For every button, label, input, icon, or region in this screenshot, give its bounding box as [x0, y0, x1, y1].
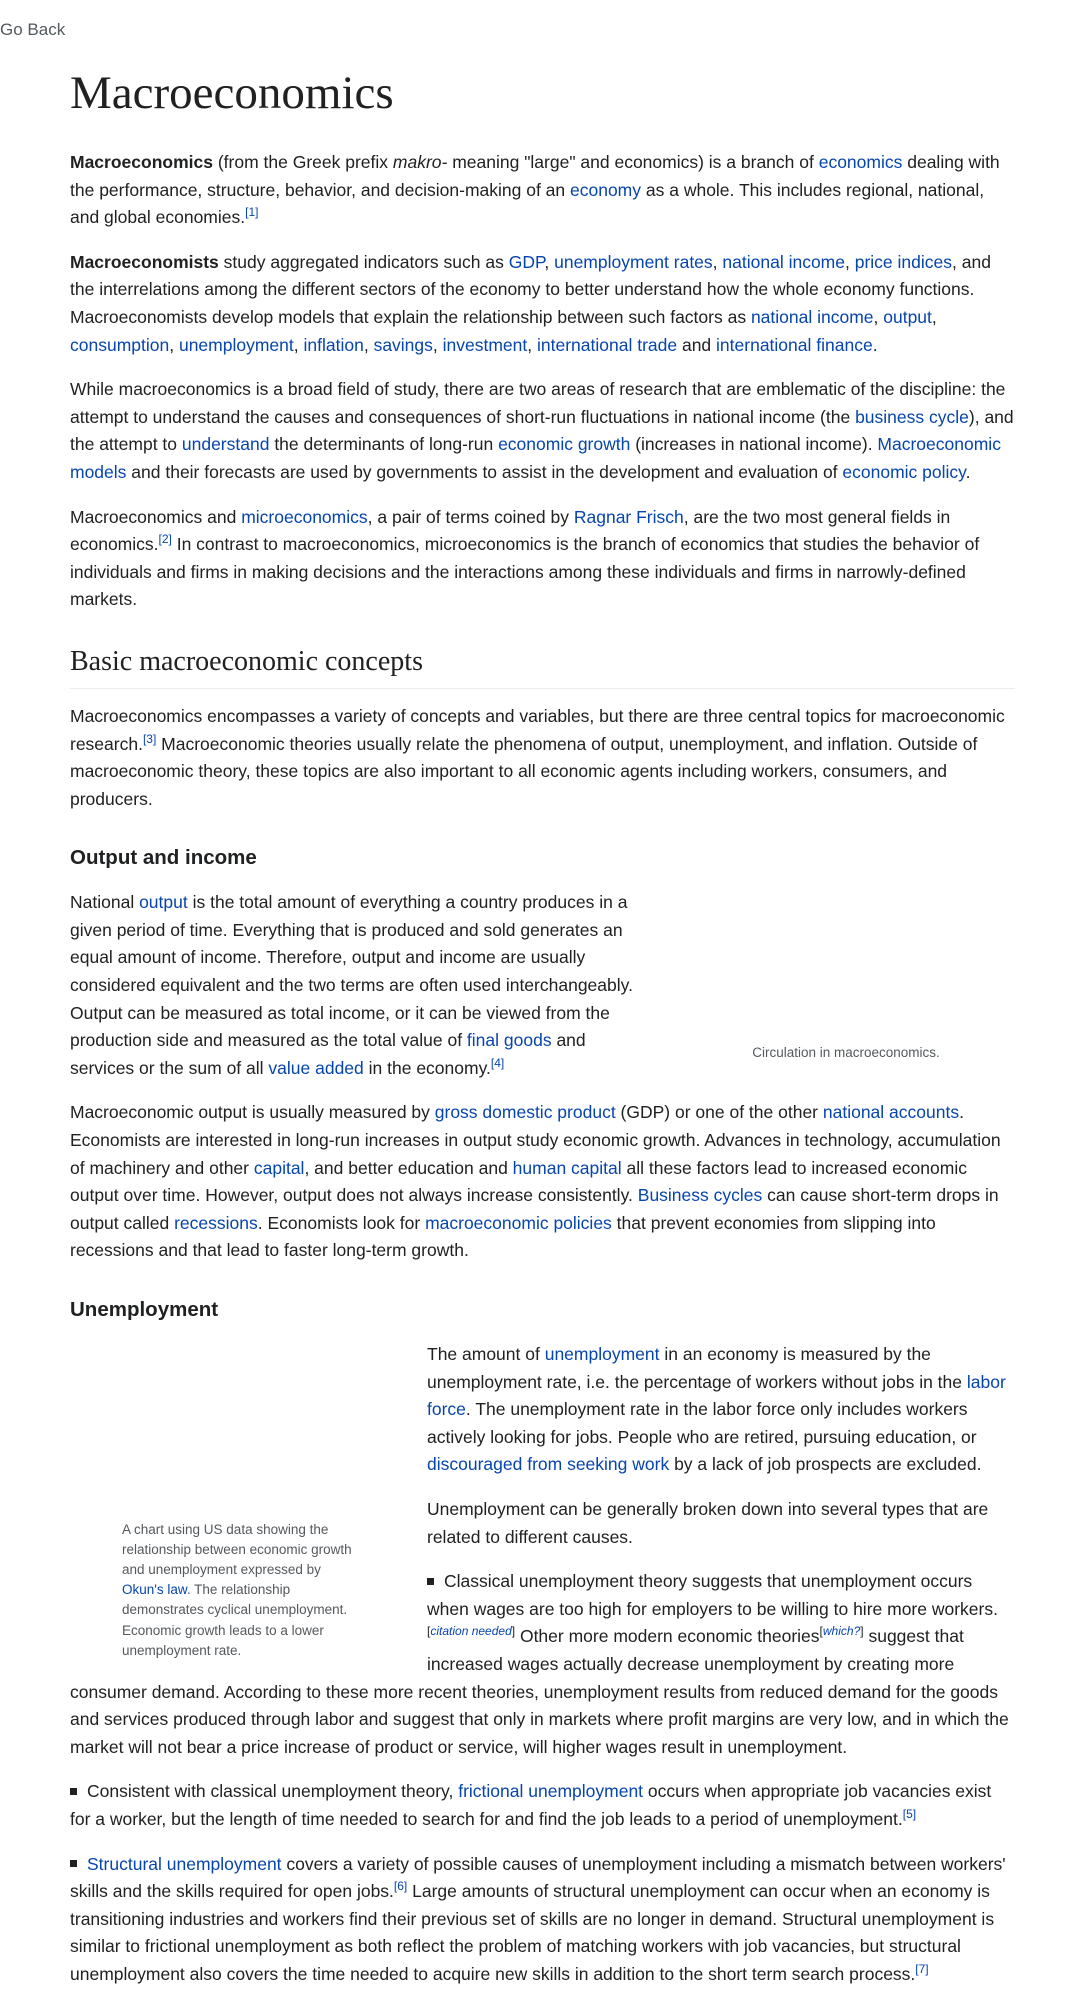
text: can cause short-term drops in output called	[70, 1185, 999, 1233]
link-microeconomics[interactable]: microeconomics	[241, 506, 368, 527]
output-paragraph-2	[70, 1099, 1015, 1265]
link-national-income[interactable]: national income	[750, 306, 874, 327]
text: , a pair of terms coined by	[367, 506, 574, 527]
list-item-frictional	[70, 1778, 1015, 1833]
text: . The relationship demonstrates cyclical unemployment. Economic growth leads to a lower unemployment rate.	[122, 1582, 348, 1658]
text: Macroeconomic output is usually measured by	[70, 1102, 435, 1123]
link-understand[interactable]: understand	[181, 434, 270, 455]
link-international-finance[interactable]: international finance	[716, 334, 873, 355]
link-business-cycles[interactable]: Business cycles	[637, 1185, 763, 1206]
link-output[interactable]: output	[883, 306, 932, 327]
link-economic-policy[interactable]: economic policy	[842, 461, 966, 482]
text: Other more modern economic theories	[515, 1626, 820, 1647]
reference-link[interactable]: [4]	[490, 1056, 505, 1071]
which-link[interactable]: which?	[822, 1624, 861, 1639]
text: .	[965, 461, 971, 482]
link-national-accounts[interactable]: national accounts	[822, 1102, 960, 1123]
text: , and the interrelations among the different sectors of the economy to better understand how the whole economy functions. Macroeconomists develop models that explain the relationship between such factors as	[70, 251, 991, 327]
text: dealing with the performance, structure, behavior, and decision-making of an	[70, 152, 1000, 200]
reference-link[interactable]: [5]	[902, 1807, 917, 1822]
text: meaning "large" and economics) is a branch of	[447, 152, 819, 172]
bold-term: Macroeconomics	[70, 152, 213, 172]
intro-paragraph-3	[70, 376, 1015, 486]
text: (from the Greek prefix	[212, 152, 393, 172]
link-structural-unemployment[interactable]: Structural unemployment	[87, 1853, 282, 1874]
circulation-figure	[677, 889, 1015, 1063]
text: ,	[844, 251, 855, 272]
list-item-classical: Classical unemployment theory suggests that unemployment occurs when wages are too high for employers to be willing to hire more workers.[citation needed] Other more modern economic theories[which?] suggest that increased wages actually decrease unemployment by creating more consumer demand. According to these more recent theories, unemployment results from reduced demand for the goods and services produced through labor and suggest that only in markets where profit margins are very low, and in which the market will not bear a price increase of product or service, will higher wages result in unemployment.	[70, 1571, 1009, 1757]
link-final-goods[interactable]: final goods	[466, 1030, 552, 1051]
text: Large amounts of structural unemployment can occur when an economy is transitioning industries and workers find their previous set of skills are no longer in demand. Structural unemployment is similar to frictional unemployment as both reflect the problem of matching workers with job vacancies, but structural unemployment also covers the time needed to acquire new skills in addition to the short term search process.	[70, 1881, 995, 1984]
link-national-income[interactable]: national income	[722, 251, 845, 272]
link-gdp[interactable]: gross domestic product	[434, 1102, 616, 1123]
link-economics[interactable]: economics	[818, 152, 903, 172]
go-back-link[interactable]: Go Back	[0, 20, 66, 39]
intro-paragraph-1	[70, 149, 1015, 232]
text: Classical unemployment theory suggests that unemployment occurs when wages are too high for employers to be willing to hire more workers.	[427, 1571, 998, 1619]
text: . Economists look for	[257, 1212, 426, 1233]
text: . Economists are interested in long-run increases in output study economic growth. Advances in technology, accumulation of machinery and other	[70, 1102, 1001, 1178]
text: occurs when appropriate job vacancies exist for a worker, but the length of time needed to search for and find the job leads to a period of unemployment.	[70, 1781, 992, 1829]
bullet-icon	[70, 1860, 77, 1867]
text: ,	[712, 251, 723, 272]
text: (GDP) or one of the other	[615, 1102, 823, 1123]
link-business-cycle[interactable]: business cycle	[855, 406, 969, 427]
text: and	[677, 334, 717, 355]
subsection-heading-unemployment: Unemployment	[70, 1298, 219, 1321]
text: Macroeconomics and	[70, 506, 242, 527]
link-ragnar-frisch[interactable]: Ragnar Frisch	[573, 506, 684, 527]
link-macroeconomic-policies[interactable]: macroeconomic policies	[425, 1212, 612, 1233]
reference-link[interactable]: [1]	[245, 205, 259, 220]
text: .	[872, 334, 878, 355]
text: and services or the sum of all	[70, 1030, 586, 1078]
text: Macroeconomics encompasses a variety of concepts and variables, but there are three central topics for macroeconomic research.	[70, 705, 1005, 754]
list-item-structural	[70, 1851, 1015, 1989]
link-macroeconomic-models[interactable]: Macroeconomic models	[70, 434, 1001, 482]
link-output[interactable]: output	[139, 892, 188, 913]
link-okuns-law[interactable]: Okun's law	[122, 1582, 187, 1598]
link-consumption[interactable]: consumption	[70, 334, 170, 355]
text: ,	[363, 334, 374, 355]
link-economy[interactable]: economy	[570, 179, 642, 200]
page-title: Macroeconomics	[70, 67, 394, 119]
figure-caption: Circulation in macroeconomics.	[752, 1045, 940, 1061]
reference-link[interactable]: [7]	[915, 1962, 929, 1977]
text: in an economy is measured by the unemployment rate, i.e. the percentage of workers without jobs in the	[427, 1344, 967, 1392]
bold-term: Macroeconomists	[70, 251, 219, 272]
text: ,	[873, 306, 884, 327]
text: A chart using US data showing the relationship between economic growth and unemployment expressed by	[122, 1521, 352, 1577]
text: that prevent economies from slipping into recessions and that lead to faster long-term growth.	[70, 1212, 936, 1261]
link-discouraged-worker[interactable]: discouraged from seeking work	[427, 1454, 670, 1475]
text: study aggregated indicators such as	[218, 251, 509, 272]
link-frictional-unemployment[interactable]: frictional unemployment	[458, 1781, 644, 1802]
text: and their forecasts are used by governments to assist in the development and evaluation of	[126, 461, 843, 482]
text: ,	[293, 334, 304, 355]
text: While macroeconomics is a broad field of study, there are two areas of research that are emblematic of the discipline: the attempt to understand the causes and consequences of short-run fluctuations in national income (the	[70, 379, 1006, 427]
text: (increases in national income).	[630, 434, 878, 455]
subsection-heading-output-income: Output and income	[70, 846, 257, 870]
basic-paragraph-1	[70, 703, 1015, 813]
link-unemployment-rates[interactable]: unemployment rates	[554, 251, 713, 272]
link-gdp[interactable]: GDP	[508, 251, 545, 272]
text: by a lack of job prospects are excluded.	[669, 1454, 982, 1475]
text: The amount of	[427, 1344, 545, 1364]
text: ,	[931, 306, 937, 327]
text: ,	[544, 251, 555, 272]
reference-link[interactable]: [3]	[142, 731, 157, 746]
text: all these factors lead to increased economic output over time. However, output does not always increase consistently.	[70, 1157, 967, 1206]
link-unemployment[interactable]: unemployment	[178, 334, 294, 355]
text: ,	[527, 334, 537, 355]
text: ,	[432, 334, 443, 355]
reference-link[interactable]: [6]	[393, 1879, 408, 1894]
text: In contrast to macroeconomics, microeconomics is the branch of economics that studies the behavior of individuals and firms in making decisions and the interactions among these individuals and firms in narrowly-defined markets.	[70, 534, 980, 610]
text: as a whole. This includes regional, national, and global economies.	[70, 179, 985, 228]
text: covers a variety of possible causes of unemployment including a mismatch between workers' skills and the skills required for open jobs.	[70, 1853, 1006, 1902]
text: is the total amount of everything a country produces in a given period of time. Everything that is produced and sold generates an equal amount of income. Therefore, output and income are usually considered equivalent and the two terms are often used interchangeably. Output can be measured as total income, or it can be viewed from the production side and measured as the total value of	[70, 892, 633, 1051]
intro-paragraph-4	[70, 504, 1015, 614]
text: in the economy.	[363, 1057, 491, 1078]
intro-paragraph-2	[70, 249, 1015, 359]
text: , are the two most general fields in economics.	[70, 506, 951, 555]
text: ,	[169, 334, 179, 355]
text: Consistent with classical unemployment theory,	[87, 1781, 459, 1802]
link-recessions[interactable]: recessions	[174, 1212, 258, 1233]
text: suggest that increased wages actually decrease unemployment by creating more consumer demand. According to these more recent theories, unemployment results from reduced demand for the goods and services produced through labor and suggest that only in markets where profit margins are very low, and in which the market will not bear a price increase of product or service, will higher wages result in unemployment.	[70, 1626, 1009, 1757]
link-unemployment[interactable]: unemployment	[544, 1344, 660, 1364]
unemployment-types-list	[70, 1568, 1015, 1988]
article-content	[70, 62, 1015, 2005]
link-savings[interactable]: savings	[373, 334, 433, 355]
link-price-indices[interactable]: price indices	[854, 251, 952, 272]
link-capital[interactable]: capital	[253, 1157, 305, 1178]
citation-needed-link[interactable]: citation needed	[430, 1624, 512, 1639]
link-labor-force[interactable]: labor force	[427, 1371, 1006, 1420]
bullet-icon	[427, 1578, 434, 1585]
unemployment-paragraph-2: Unemployment can be generally broken down into several types that are related to different causes.	[427, 1498, 989, 1547]
section-heading-basic-concepts: Basic macroeconomic concepts	[70, 644, 1015, 689]
text: the determinants of long-run	[269, 434, 499, 455]
italic-term: makro-	[392, 152, 448, 172]
link-economic-growth[interactable]: economic growth	[498, 434, 631, 455]
link-human-capital[interactable]: human capital	[512, 1157, 622, 1178]
link-value-added[interactable]: value added	[268, 1057, 364, 1078]
reference-link[interactable]: [2]	[158, 532, 172, 547]
text: National	[70, 892, 140, 913]
text: ), and the attempt to	[70, 406, 1014, 455]
link-inflation[interactable]: inflation	[303, 334, 364, 355]
link-investment[interactable]: investment	[442, 334, 528, 355]
text: , and better education and	[304, 1157, 513, 1178]
text: . The unemployment rate in the labor force only includes workers actively looking for jobs. People who are retired, pursuing education, or	[427, 1399, 977, 1447]
bullet-icon	[70, 1788, 77, 1795]
link-international-trade[interactable]: international trade	[537, 334, 678, 355]
text: Macroeconomic theories usually relate the phenomena of output, unemployment, and inflation. Outside of macroeconomic theory, these topics are also important to all economic agents including workers, consumers, and producers.	[70, 733, 978, 809]
